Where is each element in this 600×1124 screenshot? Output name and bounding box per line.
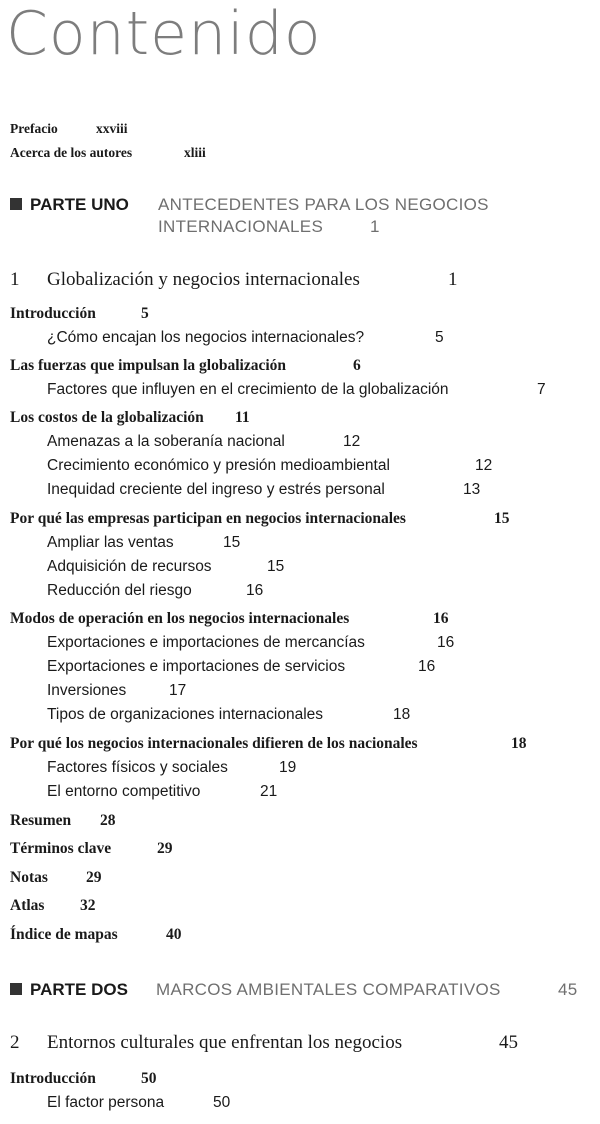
chapter-number: 2 <box>10 1032 20 1053</box>
toc-label: El factor persona <box>47 1094 165 1111</box>
toc-page: 29 <box>157 840 173 857</box>
toc-label: Índice de mapas <box>10 926 118 943</box>
toc-entry[interactable] <box>10 735 527 752</box>
toc-label: Modos de operación en los negocios internacionales <box>10 610 350 627</box>
toc-entry[interactable] <box>10 305 149 322</box>
toc-page: 28 <box>100 812 116 829</box>
page-title: Contenido <box>6 0 322 69</box>
toc-entry[interactable] <box>10 1070 157 1087</box>
toc-page: 12 <box>343 433 361 450</box>
toc-page: 13 <box>463 481 481 498</box>
toc-page: 29 <box>86 869 102 886</box>
chapter-number: 1 <box>10 269 20 290</box>
toc-subentry[interactable] <box>47 329 444 346</box>
toc-label: Tipos de organizaciones internacionales <box>47 706 324 723</box>
part-title: ANTECEDENTES PARA LOS NEGOCIOS <box>158 195 489 214</box>
part-page: 1 <box>370 217 380 236</box>
toc-page: 18 <box>511 735 527 752</box>
part-title: MARCOS AMBIENTALES COMPARATIVOS <box>156 980 501 999</box>
toc-label: Por qué los negocios internacionales difieren de los nacionales <box>10 735 418 752</box>
toc-label: Amenazas a la soberanía nacional <box>47 433 285 450</box>
toc-subentry[interactable] <box>47 534 241 551</box>
toc-subentry[interactable] <box>47 634 455 651</box>
toc-label: Inequidad creciente del ingreso y estrés personal <box>47 481 385 498</box>
toc-label: Exportaciones e importaciones de mercancías <box>47 634 365 651</box>
toc-subentry[interactable] <box>47 457 493 474</box>
toc-subentry[interactable] <box>47 1094 231 1111</box>
toc-page: 40 <box>166 926 182 943</box>
toc-label: Crecimiento económico y presión medioambiental <box>47 457 390 474</box>
toc-page: 7 <box>537 381 546 398</box>
toc-page: 16 <box>418 658 436 675</box>
toc-page: 12 <box>475 457 493 474</box>
toc-label: Atlas <box>10 897 45 914</box>
chapter-title: Entornos culturales que enfrentan los negocios <box>47 1032 403 1053</box>
toc-label: Los costos de la globalización <box>10 409 204 426</box>
toc-entry[interactable] <box>10 897 96 914</box>
chapter-page: 1 <box>448 269 458 290</box>
toc-label: Ampliar las ventas <box>47 534 174 551</box>
toc-entry[interactable] <box>10 869 102 886</box>
toc-page: 50 <box>213 1094 231 1111</box>
toc-label: Factores físicos y sociales <box>47 759 228 776</box>
toc-label: Resumen <box>10 812 72 829</box>
toc-label: Factores que influyen en el crecimiento de la globalización <box>47 381 449 398</box>
toc-label: ¿Cómo encajan los negocios internacionales? <box>47 329 365 346</box>
toc-page: 32 <box>80 897 96 914</box>
square-bullet-icon <box>10 983 22 995</box>
toc-page: 15 <box>267 558 285 575</box>
toc-subentry[interactable] <box>47 658 436 675</box>
toc-label: El entorno competitivo <box>47 783 201 800</box>
toc-page: 21 <box>260 783 278 800</box>
part-label: PARTE UNO <box>30 195 129 214</box>
toc-subentry[interactable] <box>47 582 264 599</box>
toc-label: Notas <box>10 869 48 886</box>
toc-chapter-1[interactable] <box>10 269 458 290</box>
toc-page: 5 <box>141 305 149 322</box>
toc-label: Adquisición de recursos <box>47 558 212 575</box>
toc-label: Inversiones <box>47 682 127 699</box>
toc-front-matter-prefacio[interactable] <box>10 121 128 136</box>
toc-page: 18 <box>393 706 411 723</box>
toc-chapter-2[interactable] <box>10 1032 518 1053</box>
toc-part-one-line2 <box>158 217 380 236</box>
toc-page: 16 <box>433 610 449 627</box>
chapter-page: 45 <box>499 1032 518 1053</box>
toc-page: 6 <box>353 357 361 374</box>
toc-page: 19 <box>279 759 297 776</box>
part-label: PARTE DOS <box>30 980 128 999</box>
toc-page: 15 <box>223 534 241 551</box>
toc-subentry[interactable] <box>47 682 187 699</box>
toc-part-two[interactable] <box>10 980 578 999</box>
toc-subentry[interactable] <box>47 759 297 776</box>
toc-entry[interactable] <box>10 926 182 943</box>
part-title: INTERNACIONALES <box>158 217 324 236</box>
toc-page: 15 <box>494 510 510 527</box>
toc-page: 11 <box>235 409 250 426</box>
toc-label: Las fuerzas que impulsan la globalización <box>10 357 287 374</box>
toc-label: Exportaciones e importaciones de servicios <box>47 658 346 675</box>
toc-entry[interactable] <box>10 510 510 527</box>
toc-page: 16 <box>437 634 455 651</box>
toc-entry[interactable] <box>10 357 361 374</box>
toc-page: 50 <box>141 1070 157 1087</box>
toc-subentry[interactable] <box>47 783 278 800</box>
part-page: 45 <box>558 980 578 999</box>
toc-entry[interactable] <box>10 409 250 426</box>
toc-page: 5 <box>435 329 444 346</box>
toc-label: Reducción del riesgo <box>47 582 192 599</box>
toc-label: Términos clave <box>10 840 112 857</box>
toc-page: xxviii <box>96 121 128 136</box>
toc-label: Introducción <box>10 1070 96 1087</box>
square-bullet-icon <box>10 198 22 210</box>
toc-front-matter-autores[interactable] <box>10 145 206 160</box>
chapter-title: Globalización y negocios internacionales <box>47 269 360 290</box>
toc-page: 16 <box>246 582 264 599</box>
toc-page: xliii <box>184 145 206 160</box>
toc-entry[interactable] <box>10 840 173 857</box>
toc-subentry[interactable] <box>47 433 361 450</box>
toc-label: Introducción <box>10 305 96 322</box>
toc-subentry[interactable] <box>47 558 285 575</box>
toc-subentry[interactable] <box>47 481 481 498</box>
toc-label: Por qué las empresas participan en negocios internacionales <box>10 510 406 527</box>
toc-subentry[interactable] <box>47 381 546 398</box>
toc-entry[interactable] <box>10 610 449 627</box>
toc-label: Acerca de los autores <box>10 145 133 160</box>
toc-label: Prefacio <box>10 121 58 136</box>
toc-subentry[interactable] <box>47 706 411 723</box>
toc-entry[interactable] <box>10 812 116 829</box>
toc-page: 17 <box>169 682 187 699</box>
toc-part-one[interactable] <box>10 195 489 214</box>
